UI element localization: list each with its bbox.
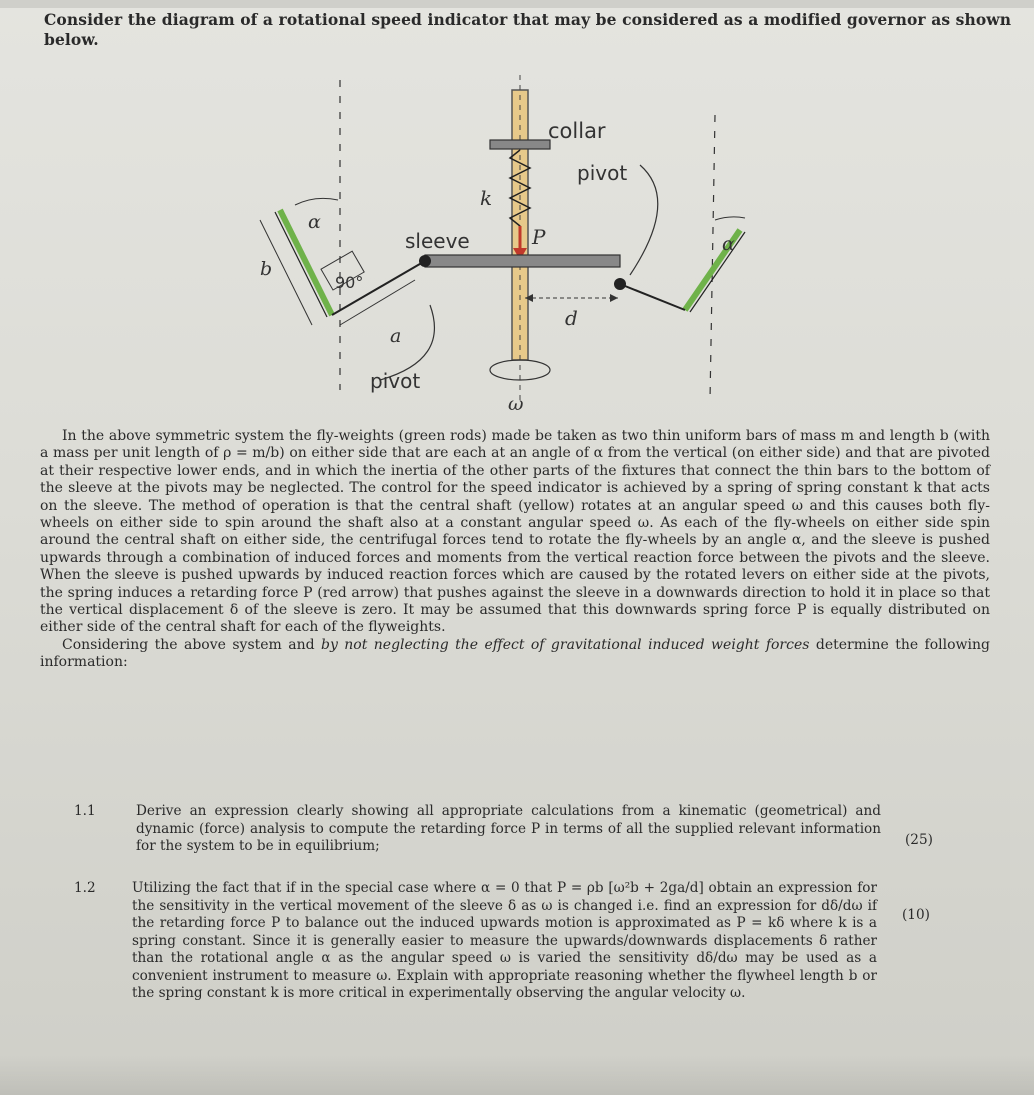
question-1-1-number: 1.1 xyxy=(74,803,96,819)
label-alpha-left: α xyxy=(308,211,321,233)
flyweight-left xyxy=(280,210,332,315)
label-collar: collar xyxy=(548,119,606,143)
question-1-1-text: Derive an expression clearly showing all appropriate calculations from a kinematic (geometrical) and dynamic (force) analysis to compute the retarding force P in terms of all the supplied relevant information for the system to be in equilibrium; xyxy=(136,803,881,854)
label-p: P xyxy=(532,225,546,249)
label-90deg: 90° xyxy=(335,273,364,292)
label-alpha-right: α xyxy=(722,233,735,255)
governor-diagram xyxy=(240,70,780,420)
paragraph-2: Considering the above system and by not neglecting the effect of gravitational induced weight forces determine the following information: xyxy=(40,636,990,671)
label-omega: ω xyxy=(508,393,524,415)
intro-text: Consider the diagram of a rotational speed indicator that may be considered as a modified governor as shown below. xyxy=(44,10,1012,49)
label-pivot-top: pivot xyxy=(577,161,628,185)
page-shadow xyxy=(0,1055,1034,1095)
guide-line-right xyxy=(710,115,715,400)
question-1-1-marks: (25) xyxy=(905,832,933,848)
question-1-2-marks: (10) xyxy=(902,907,930,923)
sleeve-bar xyxy=(425,255,620,267)
top-border xyxy=(0,0,1034,8)
paragraph-2-emphasis: by not neglecting the effect of gravitational induced weight forces xyxy=(320,636,810,653)
pivot-top-leader xyxy=(630,165,658,275)
question-1-2-text: Utilizing the fact that if in the special case where α = 0 that P = ρb [ω²b + 2ga/d] obtain an expression for the sensitivity in the vertical movement of the sleeve δ as ω is changed i.e. find an expression for dδ/dω if the retarding force P to balance out the induced upwards motion is approximated as P = kδ where k is a spring constant. Since it is generally easier to measure the upwards/downwards displacements δ rather than the rotational angle α as the angular speed ω is varied the sensitivity dδ/dω may be used as a convenient instrument to measure ω. Explain with appropriate reasoning whether the flywheel length b or the spring constant k is more critical in experimentally observing the angular velocity ω. xyxy=(132,880,877,1001)
label-sleeve: sleeve xyxy=(405,229,470,253)
label-b: b xyxy=(260,258,273,280)
label-pivot-bottom: pivot xyxy=(370,369,421,393)
lever-right xyxy=(620,284,685,310)
label-a: a xyxy=(390,325,402,347)
collar-bar xyxy=(490,140,550,149)
alpha-arc-right xyxy=(715,217,745,220)
paragraph-1: In the above symmetric system the fly-weights (green rods) made be taken as two thin uniform bars of mass m and length b (with a mass per unit length of ρ = m/b) on either side that are each at an angle of α from the vertical (on either side) and that are pivoted at their respective lower ends, and in which the inertia of the other parts of the fixtures that connect the thin bars to the bottom of the sleeve at the pivots may be neglected. The control for the speed indicator is achieved by a spring of spring constant k that acts on the sleeve. The method of operation is that the central shaft (yellow) rotates at an angular speed ω and this causes both fly-wheels on either side to spin around the shaft also at a constant angular speed ω. As each of the fly-wheels on either side spin around the central shaft on either side, the centrifugal forces tend to rotate the fly-wheels by an angle α, and the sleeve is pushed upwards through a combination of induced forces and moments from the vertical reaction force between the pivots and the sleeve. When the sleeve is pushed upwards by induced reaction forces which are caused by the rotated levers on either side at the pivots, the spring induces a retarding force P (red arrow) that pushes against the sleeve in a downwards direction to hold it in place so that the vertical displacement δ of the sleeve is zero. It may be assumed that this downwards spring force P is equally distributed on either side of the central shaft for each of the flyweights. xyxy=(40,428,990,636)
label-k: k xyxy=(480,186,493,210)
label-d: d xyxy=(565,306,578,330)
problem-description xyxy=(40,428,990,672)
question-1-2-number: 1.2 xyxy=(74,880,96,896)
alpha-arc-left xyxy=(295,198,338,205)
